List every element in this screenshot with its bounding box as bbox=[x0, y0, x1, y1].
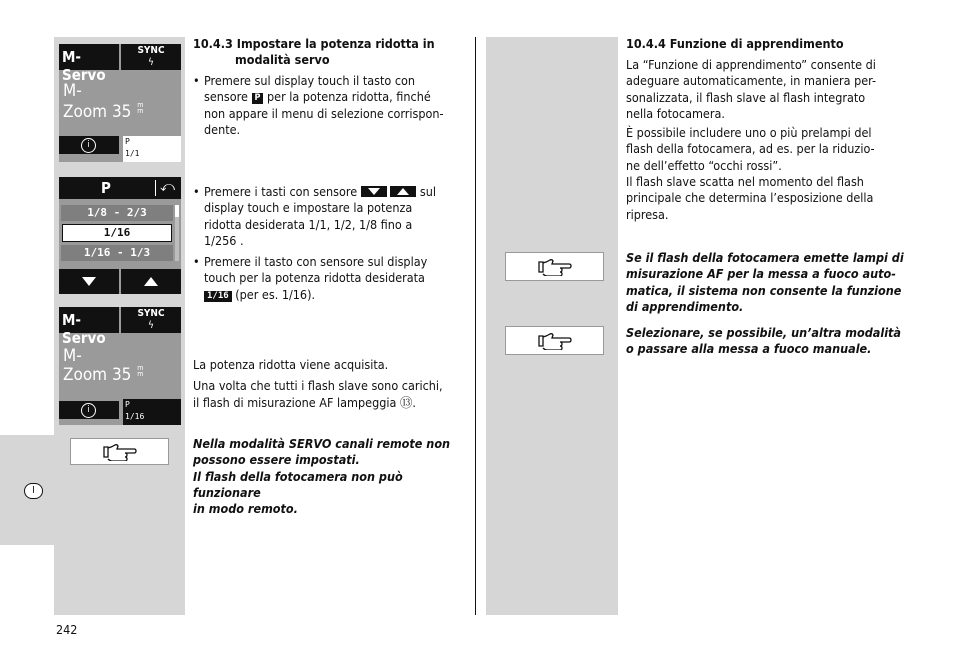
zoom-unit-mm: m m bbox=[137, 364, 144, 378]
sync-bar[interactable] bbox=[121, 44, 181, 70]
column-divider bbox=[475, 37, 476, 615]
header-separator bbox=[155, 180, 156, 196]
language-tab-badge bbox=[24, 483, 43, 499]
page-number: 242 bbox=[56, 622, 78, 637]
menu-scroll-thumb[interactable] bbox=[175, 205, 179, 217]
power-mode-label: P bbox=[125, 400, 130, 409]
servo-note: Nella modalità SERVO canali remote non possono essere impostati. Il flash della fotocamera non può funzionare in modo remoto. bbox=[193, 436, 451, 517]
down-key-icon bbox=[361, 186, 387, 197]
pointing-hand-icon bbox=[538, 258, 572, 276]
mode-label: M-Servo bbox=[62, 48, 106, 84]
info-icon: i bbox=[81, 403, 96, 418]
display-screen-servo-1 bbox=[59, 44, 181, 162]
bullet-3: • Premere il tasto con sensore sul display touch per la potenza ridotta desiderata 1/16 (per es. 1/16). bbox=[193, 254, 428, 302]
mode-bar bbox=[59, 307, 119, 347]
menu-title-p: P bbox=[101, 179, 111, 197]
mode-label: M-Servo bbox=[62, 311, 106, 347]
language-tab-label: I bbox=[32, 485, 35, 496]
power-softkey[interactable] bbox=[123, 136, 181, 162]
pointing-hand-icon bbox=[538, 332, 572, 350]
back-arrow-icon[interactable]: ⤺ bbox=[160, 179, 175, 195]
menu-item-1-16-1-3[interactable]: 1/16 - 1/3 bbox=[61, 245, 173, 261]
up-key-icon bbox=[390, 186, 416, 197]
section-heading-10-4-4: 10.4.4 Funzione di apprendimento bbox=[626, 36, 844, 51]
bullet-2: • Premere i tasti con sensore sul display touch e impostare la potenza ridotta desiderata 1/1, 1/2, 1/8 fino a 1/256 . bbox=[193, 184, 437, 248]
manual-focus-note: Selezionare, se possibile, un’altra modalità o passare alla messa a fuoco manuale. bbox=[626, 325, 902, 357]
pointing-hand-icon bbox=[103, 443, 137, 461]
menu-item-1-16-selected[interactable]: 1/16 bbox=[62, 224, 172, 242]
up-triangle-icon bbox=[121, 269, 181, 294]
info-icon: i bbox=[81, 138, 96, 153]
sync-label: SYNC bbox=[137, 308, 165, 319]
power-value-label: 1/1 bbox=[125, 149, 140, 158]
note-marker-right-2 bbox=[505, 326, 604, 355]
flash-bolt-icon: ϟ bbox=[148, 320, 154, 331]
note-marker-right-1 bbox=[505, 252, 604, 281]
display-screen-servo-2 bbox=[59, 307, 181, 425]
info-softkey[interactable] bbox=[59, 136, 119, 154]
note-marker-left bbox=[70, 438, 169, 465]
down-triangle-icon bbox=[59, 269, 119, 294]
mode-bar bbox=[59, 44, 119, 84]
down-arrow-button[interactable] bbox=[59, 269, 119, 294]
zoom-unit-mm: m m bbox=[137, 101, 144, 115]
mode-display-line1: M- bbox=[63, 346, 82, 366]
sync-label: SYNC bbox=[137, 45, 165, 56]
power-mode-label: P bbox=[125, 137, 130, 146]
zoom-display bbox=[63, 102, 143, 122]
p-key-icon: P bbox=[252, 93, 264, 104]
menu-scrollbar[interactable] bbox=[175, 205, 179, 261]
flash-bolt-icon: ϟ bbox=[148, 57, 154, 68]
bullet-1: • Premere sul display touch il tasto con sensore P per la potenza ridotta, finché non appare il menu di selezione corrispon- dente. bbox=[193, 73, 444, 137]
value-key-icon: 1/16 bbox=[204, 291, 232, 302]
display-screen-power-select bbox=[59, 177, 181, 294]
af-note: Se il flash della fotocamera emette lampi di misurazione AF per la messa a fuoco auto- matica, il sistema non consente la funzione di apprendimento. bbox=[626, 250, 904, 314]
up-arrow-button[interactable] bbox=[121, 269, 181, 294]
zoom-value: Zoom 35 bbox=[63, 102, 132, 122]
power-value-label: 1/16 bbox=[125, 412, 145, 421]
info-softkey[interactable] bbox=[59, 401, 119, 419]
menu-header-bar bbox=[59, 177, 181, 199]
zoom-value: Zoom 35 bbox=[63, 365, 132, 385]
menu-item-1-8[interactable]: 1/8 - 2/3 bbox=[61, 205, 173, 221]
result-text: La potenza ridotta viene acquisita. Una volta che tutti i flash slave sono carichi, il flash di misurazione AF lampeggia ⑬. bbox=[193, 357, 443, 410]
power-softkey[interactable] bbox=[123, 399, 181, 425]
zoom-display bbox=[63, 365, 143, 385]
section-heading-10-4-3: 10.4.3 Impostare la potenza ridotta in modalità servo bbox=[193, 36, 435, 68]
learning-function-text: La “Funzione di apprendimento” consente di adeguare automaticamente, in maniera per- sonalizzata, il flash slave al flash integrato nella fotocamera. È possibile includere uno o più prelampi del flash della fotocamera, ad es. per la riduzio- ne dell’effetto “occhi rossi”. Il flash slave scatta nel momento del flash principale che determina l’esposizione della ripresa. bbox=[626, 57, 877, 222]
mode-display-line1: M- bbox=[63, 81, 82, 101]
sync-bar[interactable] bbox=[121, 307, 181, 333]
